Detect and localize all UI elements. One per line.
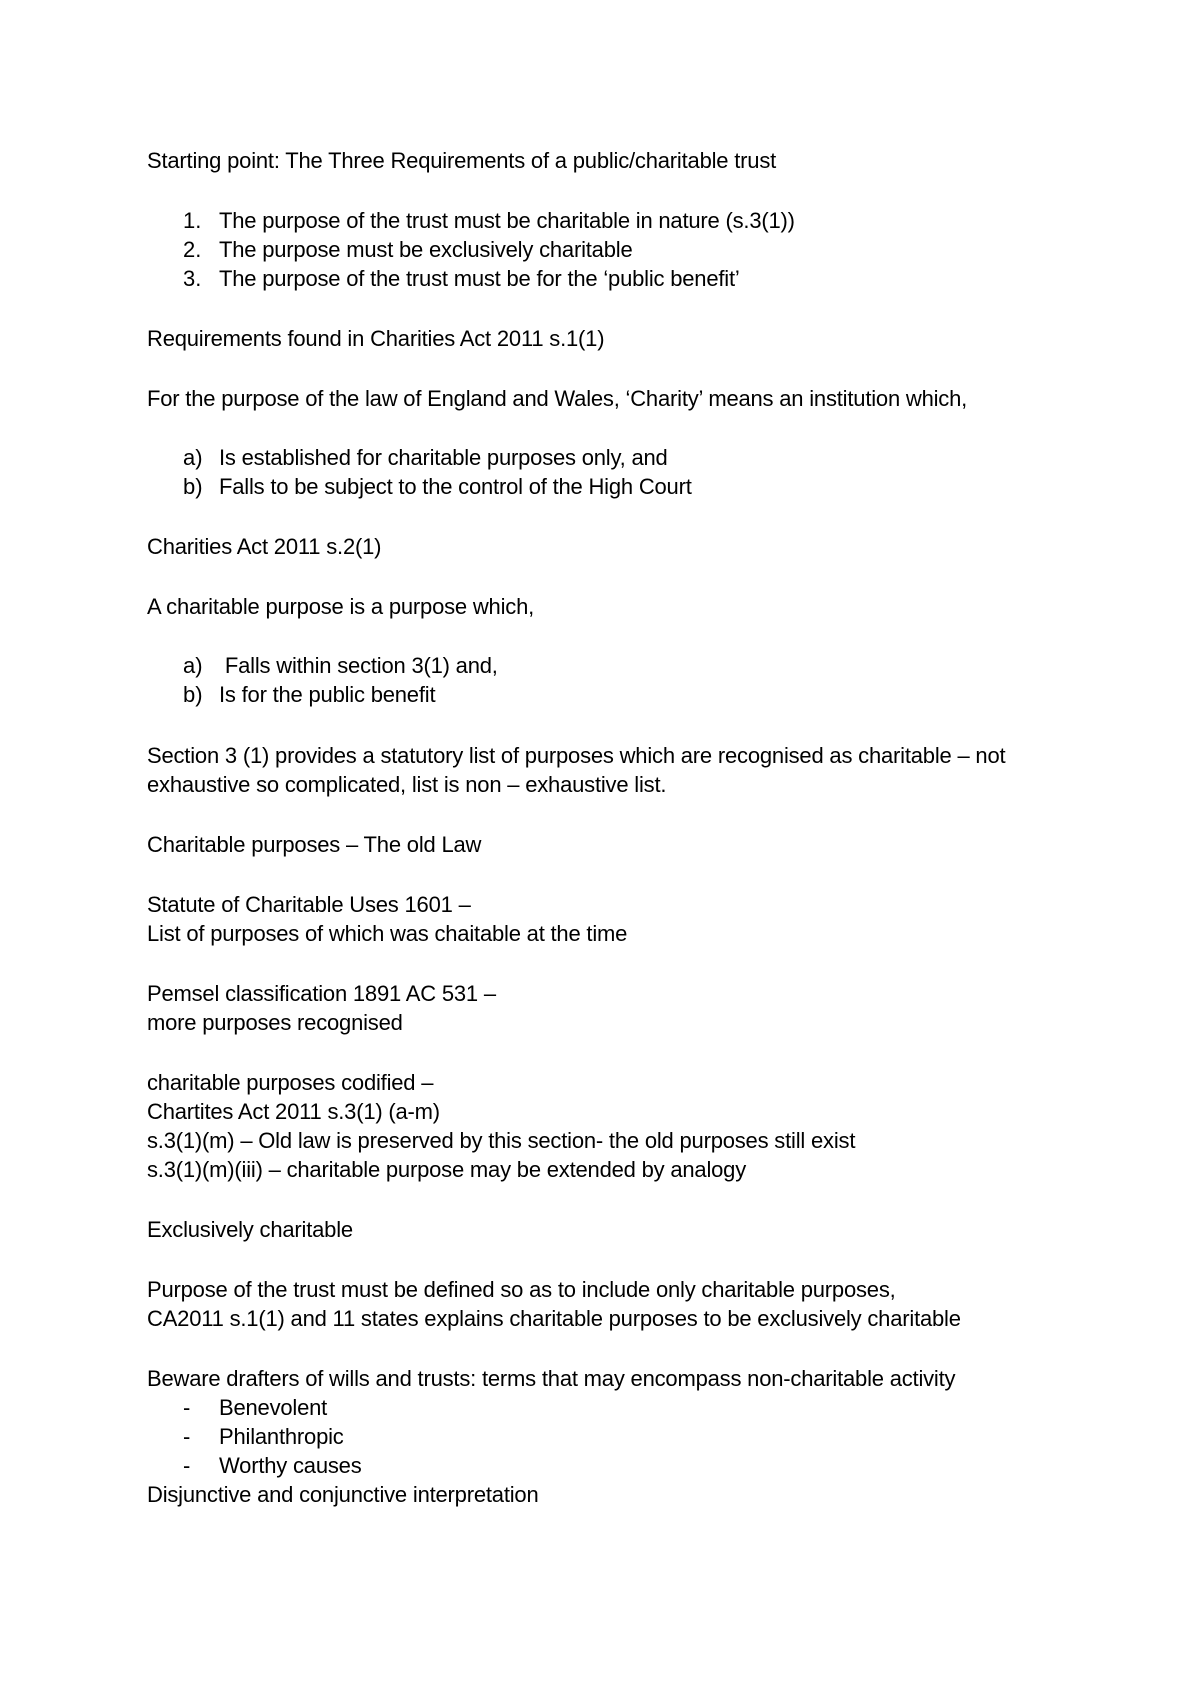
- pemsel-line: Pemsel classification 1891 AC 531 –: [147, 981, 496, 1006]
- list-marker: -: [183, 1395, 191, 1420]
- charitable-purpose-definition: A charitable purpose is a purpose which,: [147, 594, 535, 619]
- requirements-source: Requirements found in Charities Act 2011 s.1(1): [147, 326, 605, 351]
- list-marker: 1.: [183, 208, 202, 233]
- list-marker: -: [183, 1453, 191, 1478]
- codified-line: s.3(1)(m)(iii) – charitable purpose may be extended by analogy: [147, 1157, 747, 1182]
- statute-line: List of purposes of which was chaitable at the time: [147, 921, 628, 946]
- disjunctive-line: Disjunctive and conjunctive interpretation: [147, 1482, 539, 1507]
- old-law-heading: Charitable purposes – The old Law: [147, 832, 482, 857]
- list-item-text: Is for the public benefit: [219, 682, 436, 707]
- codified-line: charitable purposes codified –: [147, 1070, 434, 1095]
- exclusive-body-line: CA2011 s.1(1) and 11 states explains charitable purposes to be exclusively charitable: [147, 1306, 961, 1331]
- list-marker: -: [183, 1424, 191, 1449]
- section-3-paragraph-line: Section 3 (1) provides a statutory list of purposes which are recognised as charitable – not: [147, 743, 1006, 768]
- list-marker: a): [183, 445, 203, 470]
- list-item-text: Is established for charitable purposes only, and: [219, 445, 668, 470]
- exclusively-charitable-heading: Exclusively charitable: [147, 1217, 353, 1242]
- list-marker: b): [183, 682, 203, 707]
- list-item-text: The purpose must be exclusively charitable: [219, 237, 633, 262]
- list-marker: a): [183, 653, 203, 678]
- list-item-text: Benevolent: [219, 1395, 328, 1420]
- codified-line: s.3(1)(m) – Old law is preserved by this section- the old purposes still exist: [147, 1128, 856, 1153]
- list-marker: 3.: [183, 266, 202, 291]
- codified-line: Chartites Act 2011 s.3(1) (a-m): [147, 1099, 440, 1124]
- beware-line: Beware drafters of wills and trusts: terms that may encompass non-charitable activity: [147, 1366, 956, 1391]
- list-marker: 2.: [183, 237, 202, 262]
- list-item-text: Worthy causes: [219, 1453, 362, 1478]
- list-item-text: Falls within section 3(1) and,: [219, 653, 498, 678]
- list-item-text: The purpose of the trust must be charitable in nature (s.3(1)): [219, 208, 795, 233]
- section-2-reference: Charities Act 2011 s.2(1): [147, 534, 382, 559]
- list-item-text: Philanthropic: [219, 1424, 344, 1449]
- exclusive-body-line: Purpose of the trust must be defined so as to include only charitable purposes,: [147, 1277, 896, 1302]
- section-3-paragraph-line: exhaustive so complicated, list is non – exhaustive list.: [147, 772, 667, 797]
- list-marker: b): [183, 474, 203, 499]
- list-item-text: The purpose of the trust must be for the ‘public benefit’: [219, 266, 740, 291]
- list-item-text: Falls to be subject to the control of the High Court: [219, 474, 692, 499]
- pemsel-line: more purposes recognised: [147, 1010, 403, 1035]
- statute-line: Statute of Charitable Uses 1601 –: [147, 892, 471, 917]
- page-heading: Starting point: The Three Requirements of a public/charitable trust: [147, 148, 777, 173]
- charity-definition: For the purpose of the law of England and Wales, ‘Charity’ means an institution which,: [147, 386, 968, 411]
